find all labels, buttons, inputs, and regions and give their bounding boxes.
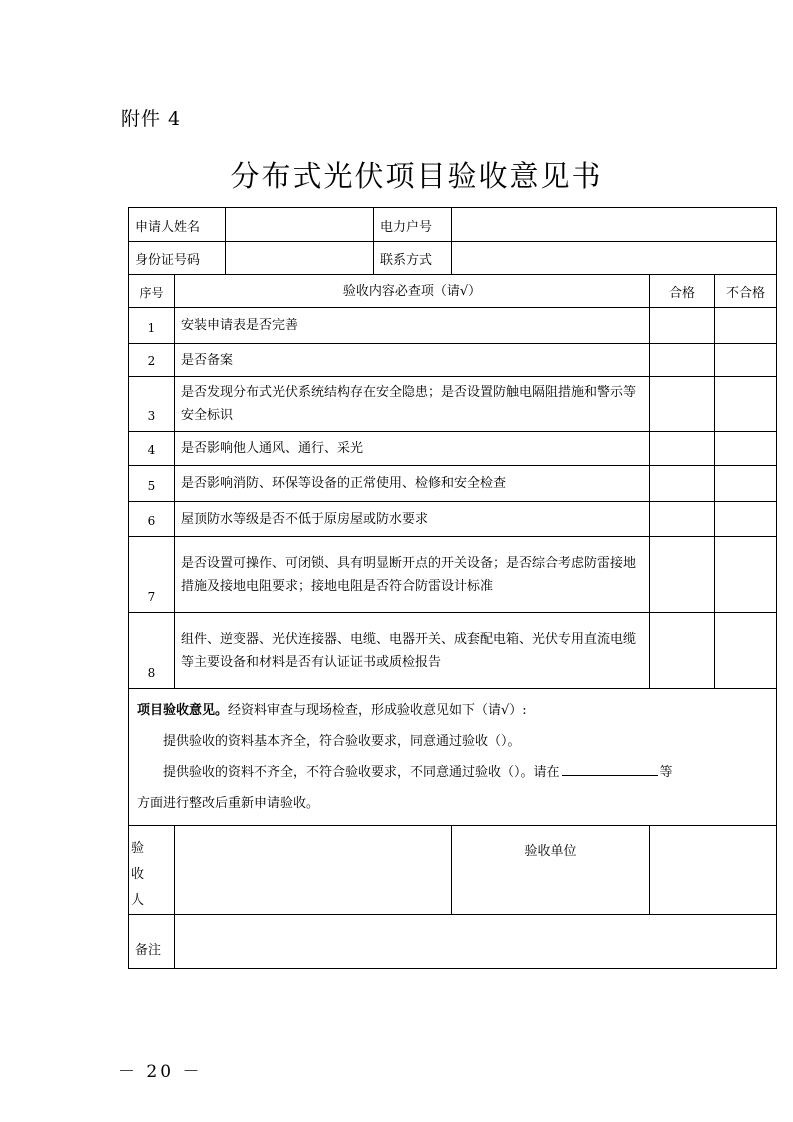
pass-checkbox-cell[interactable] [650, 432, 715, 466]
item-text: 组件、逆变器、光伏连接器、电缆、电器开关、成套配电箱、光伏专用直流电缆等主要设备和材料是否有认证证书或质检报告 [175, 613, 650, 689]
fail-checkbox-cell[interactable] [715, 466, 777, 502]
unit-field[interactable] [650, 826, 777, 915]
table-row [129, 377, 777, 432]
item-number: 6 [129, 502, 175, 537]
table-row [129, 613, 777, 689]
rectification-blank[interactable] [562, 761, 658, 776]
item-number: 5 [129, 466, 175, 502]
acceptance-form [128, 207, 777, 969]
fail-checkbox-cell[interactable] [715, 502, 777, 537]
account-number-label: 电力户号 [374, 208, 452, 242]
pass-checkbox-cell[interactable] [650, 377, 715, 432]
table-row [129, 432, 777, 466]
remarks-label: 备注 [129, 915, 175, 969]
pass-checkbox-cell[interactable] [650, 613, 715, 689]
col-fail-header: 不合格 [715, 275, 777, 308]
fail-checkbox-cell[interactable] [715, 537, 777, 613]
opinion-option-reject-text: 提供验收的资料不齐全，不符合验收要求，不同意通过验收（）。请在 [163, 765, 560, 780]
opinion-section [129, 689, 777, 826]
opinion-intro: 经资料审查与现场检查，形成验收意见如下（请√）: [228, 703, 527, 718]
applicant-name-field[interactable] [226, 208, 374, 242]
unit-label: 验收单位 [452, 826, 650, 915]
table-row [129, 537, 777, 613]
pass-checkbox-cell[interactable] [650, 466, 715, 502]
item-text: 是否影响他人通风、通行、采光 [175, 432, 650, 466]
item-text: 安装申请表是否完善 [175, 308, 650, 344]
item-text: 屋顶防水等级是否不低于原房屋或防水要求 [175, 502, 650, 537]
opinion-option-reject [137, 757, 768, 788]
col-seq-header: 序号 [129, 275, 175, 308]
id-number-field[interactable] [226, 242, 374, 275]
fail-checkbox-cell[interactable] [715, 432, 777, 466]
account-number-field[interactable] [452, 208, 777, 242]
opinion-option-reject-suffix: 等 [659, 765, 673, 780]
remarks-field[interactable] [175, 915, 777, 969]
inspector-label: 验收人 [129, 826, 175, 915]
contact-field[interactable] [452, 242, 777, 275]
id-number-label: 身份证号码 [129, 242, 226, 275]
fail-checkbox-cell[interactable] [715, 344, 777, 377]
col-content-header: 验收内容必查项（请√） [175, 275, 650, 308]
item-number: 1 [129, 308, 175, 344]
page-number: － 20 － [118, 1062, 203, 1082]
pass-checkbox-cell[interactable] [650, 537, 715, 613]
pass-checkbox-cell[interactable] [650, 502, 715, 537]
document-title: 分布式光伏项目验收意见书 [230, 159, 603, 193]
item-text: 是否备案 [175, 344, 650, 377]
item-text: 是否设置可操作、可闭锁、具有明显断开点的开关设备；是否综合考虑防雷接地措施及接地电阻要求；接地电阻是否符合防雷设计标准 [175, 537, 650, 613]
item-number: 8 [129, 613, 175, 689]
applicant-name-label: 申请人姓名 [129, 208, 226, 242]
opinion-heading: 项目验收意见。 [137, 703, 229, 718]
item-number: 2 [129, 344, 175, 377]
table-row [129, 344, 777, 377]
item-text: 是否影响消防、环保等设备的正常使用、检修和安全检查 [175, 466, 650, 502]
table-row [129, 502, 777, 537]
table-row [129, 308, 777, 344]
inspector-field[interactable] [175, 826, 452, 915]
fail-checkbox-cell[interactable] [715, 613, 777, 689]
col-pass-header: 合格 [650, 275, 715, 308]
opinion-option-reject-continuation: 方面进行整改后重新申请验收。 [137, 796, 320, 811]
item-text: 是否发现分布式光伏系统结构存在安全隐患；是否设置防触电隔阻措施和警示等安全标识 [175, 377, 650, 432]
item-number: 3 [129, 377, 175, 432]
table-row [129, 466, 777, 502]
opinion-option-approve: 提供验收的资料基本齐全，符合验收要求，同意通过验收（）。 [163, 734, 521, 749]
pass-checkbox-cell[interactable] [650, 308, 715, 344]
attachment-label: 附件 4 [121, 108, 182, 130]
item-number: 4 [129, 432, 175, 466]
contact-label: 联系方式 [374, 242, 452, 275]
fail-checkbox-cell[interactable] [715, 377, 777, 432]
fail-checkbox-cell[interactable] [715, 308, 777, 344]
pass-checkbox-cell[interactable] [650, 344, 715, 377]
item-number: 7 [129, 537, 175, 613]
